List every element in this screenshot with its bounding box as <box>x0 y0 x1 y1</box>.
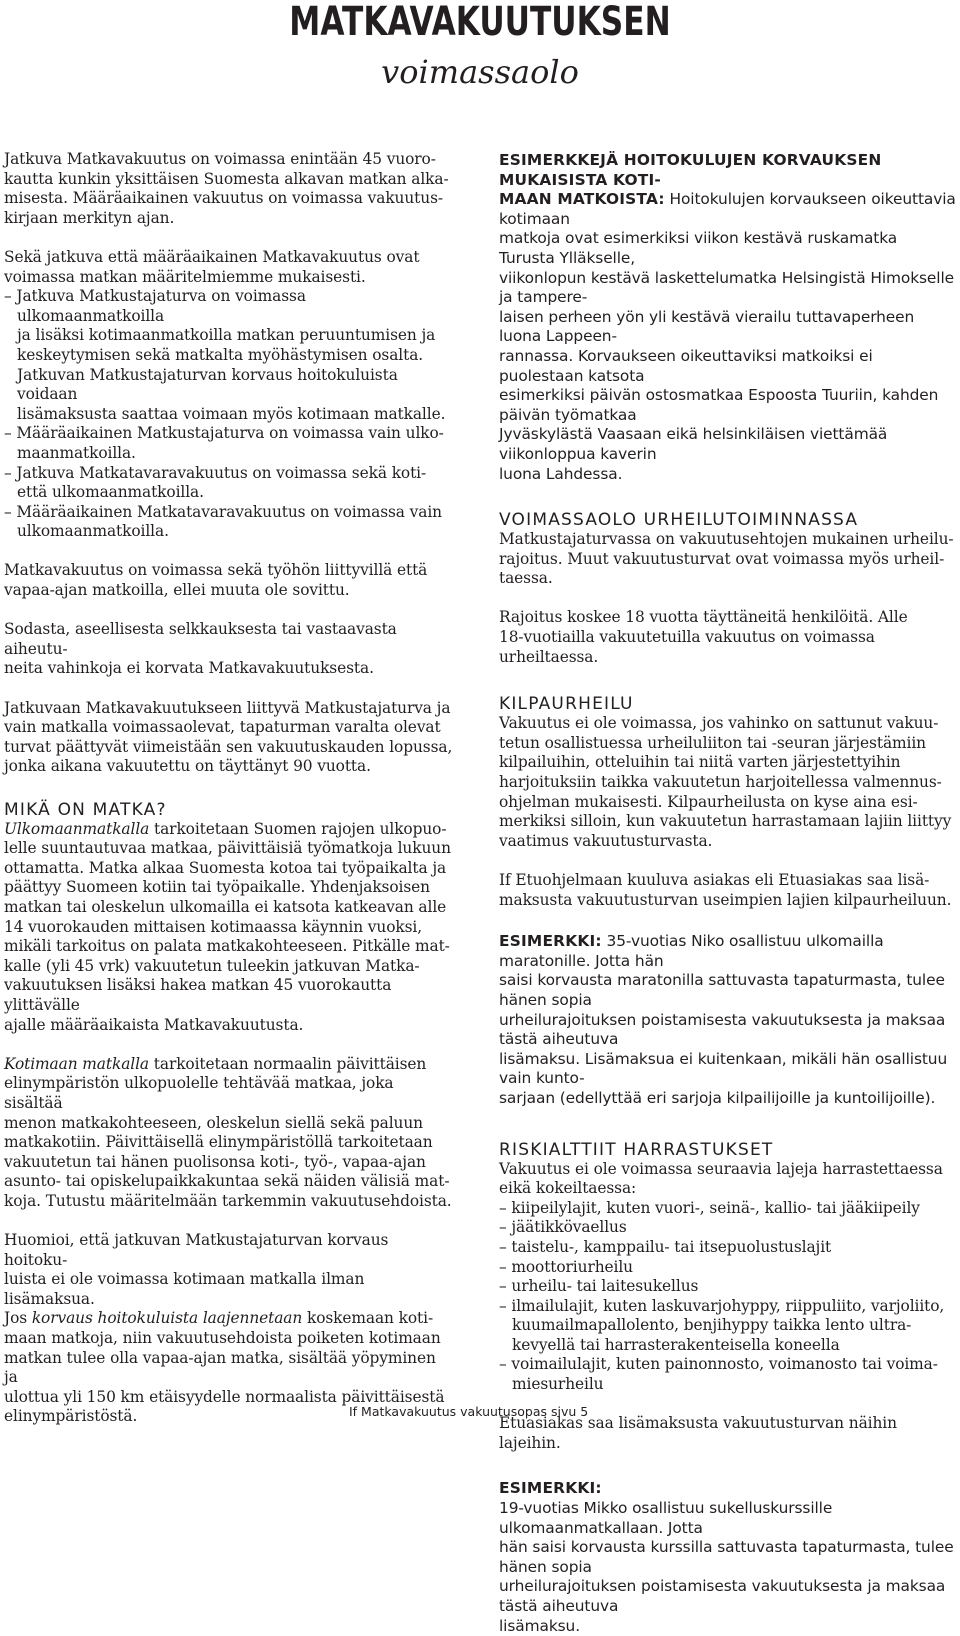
risk-list-item: – voimailulajit, kuten painonnosto, voimanosto tai voima- miesurheilu <box>499 1355 938 1394</box>
left-column <box>4 150 454 1427</box>
text: Hoitokulujen korvaukseen oikeuttavia kotimaan <box>499 190 956 228</box>
example-lead: ESIMERKKEJÄ HOITOKULUJEN KORVAUKSEN MUKAISISTA KOTI- <box>499 151 882 189</box>
paragraph <box>4 1231 454 1427</box>
paragraph: Sodasta, aseellisesta selkkauksesta tai vastaavasta aiheutu- neita vahinkoja ei korvata Matkavakuutuksesta. <box>4 620 397 678</box>
emphasis: Kotimaan matkalla <box>4 1054 149 1073</box>
text: elinympäristön ulkopuolelle tehtävää matkaa, joka sisältää menon matkakohteeseen, oleskelun siellä sekä paluun matkakotiin. Päivittäisellä elinympäristöllä tarkoitetaan vakuutetun tai hänen puolisonsa koti-, työ-, vapaa-ajan asunto- tai opiskelupaikkakuntaa sekä näiden välisiä mat- koja. Tutustu määritelmään tarkemmin vakuutusehdoista. <box>4 1074 452 1210</box>
text: maan matkoja, niin vakuutusehdoista poiketen kotimaan matkan tulee olla vapaa-ajan matka, sisältää yöpyminen ja ulottua yli 150 km etäisyydelle normaalista päivittäisestä elinympäristöstä. <box>4 1329 445 1426</box>
text: tarkoitetaan Suomen rajojen ulkopuo- <box>149 819 447 838</box>
paragraph: Matkustajaturvassa on vakuutusehtojen mukainen urheilu- rajoitus. Muut vakuutusturvat ovat voimassa myös urheil- taessa. <box>499 530 954 588</box>
example-box <box>499 1479 957 1636</box>
section-heading: MIKÄ ON MATKA? <box>4 799 167 820</box>
section-heading: VOIMASSAOLO URHEILUTOIMINNASSA <box>499 510 859 531</box>
risk-list <box>499 1199 957 1395</box>
text: Huomioi, että jatkuvan Matkustajaturvan korvaus hoitoku- luista ei ole voimassa kotimaan matkalla ilman lisämaksua. <box>4 1231 389 1308</box>
risk-list-item: – jäätikkövaellus <box>499 1218 627 1237</box>
example-lead: MAAN MATKOISTA: <box>499 190 665 209</box>
list-item: – Määräaikainen Matkustajaturva on voimassa vain ulko- maanmatkoilla. <box>4 424 444 462</box>
text: tarkoitetaan normaalin päivittäisen <box>149 1054 427 1073</box>
risk-list-item: – moottoriurheilu <box>499 1257 633 1276</box>
page-subtitle: voimassaolo <box>381 53 579 91</box>
section-heading: RISKIALTTIIT HARRASTUKSET <box>499 1139 774 1160</box>
risk-list-item: – taistelu-, kamppailu- tai itsepuolustuslajit <box>499 1237 832 1256</box>
text: 19-vuotias Mikko osallistuu sukelluskurssille ulkomaanmatkallaan. Jotta hän saisi korvausta kurssilla sattuvasta tapaturmasta, tulee hänen sopia urheilurajoituksen poistamisesta vakuutuksesta ja maksaa tästä aiheutuva lisämaksu. <box>499 1499 954 1635</box>
paragraph: Jatkuva Matkavakuutus on voimassa enintään 45 vuoro- kautta kunkin yksittäisen Suomesta alkavan matkan alka- misesta. Määräaikainen vakuutus on voimassa vakuutus- kirjaan merkityn ajan. <box>4 150 449 227</box>
text: 35-vuotias Niko osallistuu ulkomailla maratonille. Jotta hän <box>499 932 884 970</box>
emphasis: korvaus hoitokuluista laajennetaan <box>31 1309 303 1328</box>
text: koskemaan koti- <box>302 1309 434 1328</box>
paragraph: If Etuohjelmaan kuuluva asiakas eli Etuasiakas saa lisä- maksusta vakuutusturvan useimpien lajien kilpaurheiluun. <box>499 871 952 909</box>
example-lead: ESIMERKKI: <box>499 1479 602 1498</box>
paragraph: Rajoitus koskee 18 vuotta täyttäneitä henkilöitä. Alle 18-vuotiailla vakuutetuilla vakuutus on voimassa urheiltaessa. <box>499 608 908 666</box>
paragraph: Matkavakuutus on voimassa sekä työhön liittyvillä että vapaa-ajan matkoilla, ellei muuta ole sovittu. <box>4 561 428 600</box>
paragraph: Etuasiakas saa lisämaksusta vakuutusturvan näihin lajeihin. <box>499 1414 897 1452</box>
list-item: – Määräaikainen Matkatavaravakuutus on voimassa vain ulkomaanmatkoilla. <box>4 502 442 541</box>
emphasis: Ulkomaanmatkalla <box>4 819 150 838</box>
page-footer: If Matkavakuutus vakuutusopas sivu 5 <box>349 1404 589 1419</box>
paragraph <box>4 1055 454 1212</box>
paragraph <box>4 820 454 1036</box>
list-item: – Jatkuva Matkustajaturva on voimassa ulkomaanmatkoilla ja lisäksi kotimaanmatkoilla matkan peruuntumisen ja keskeytymisen sekä matkalta myöhästymisen osalta. Jatkuvan Matkustajaturvan korvaus hoitokuluista voidaan lisämaksusta saattaa voimaan myös kotimaan matkalle. <box>4 287 446 423</box>
risk-list-item: – urheilu- tai laitesukellus <box>499 1277 699 1296</box>
example-box <box>499 932 957 1108</box>
section-heading: KILPAURHEILU <box>499 694 634 715</box>
page-title: MATKAVAKUUTUKSEN <box>289 0 671 45</box>
text: saisi korvausta maratonilla sattuvasta tapaturmasta, tulee hänen sopia urheilurajoituksen poistamisesta vakuutuksesta ja maksaa tästä aiheutuva lisämaksu. Lisämaksua ei kuitenkaan, mikäli hän osallistuu vain kunto- sarjaan (edellyttää eri sarjoja kilpailijoille ja kuntoilijoille). <box>499 971 948 1107</box>
paragraph: Sekä jatkuva että määräaikainen Matkavakuutus ovat voimassa matkan määritelmiemme mukaisesti. <box>4 247 420 286</box>
list-item: – Jatkuva Matkatavaravakuutus on voimassa sekä koti- että ulkomaanmatkoilla. <box>4 463 427 502</box>
paragraph: Vakuutus ei ole voimassa, jos vahinko on sattunut vakuu- tetun osallistuessa urheiluliiton tai -seuran järjestämiin kilpailuihin, otteluihin tai niitä varten järjestettyihin harjoituksiin taikka vakuutetun harjoitellessa valmennus- ohjelman mukaisesti. Kilpaurheilusta on kyse aina esi- merkiksi silloin, kun vakuutetun harrastamaan lajiin liittyy vaatimus vakuutusturvasta. <box>499 714 952 850</box>
risk-list-item: – kiipeilylajit, kuten vuori-, seinä-, kallio- tai jääkiipeily <box>499 1198 920 1217</box>
text: Jos <box>4 1309 32 1328</box>
risk-list-item: – ilmailulajit, kuten laskuvarjohyppy, riippuliito, varjoliito, kuumailmapallolento, benjihyppy taikka lento ultra- kevyellä tai harrasterakenteisella koneella <box>499 1296 945 1354</box>
example-lead: ESIMERKKI: <box>499 932 602 951</box>
text: matkoja ovat esimerkiksi viikon kestävä ruskamatka Turusta Ylläkselle, viikonlopun kestävä laskettelumatka Helsingistä Himokselle ja tampere- laisen perheen yön yli kestävä vierailu tuttavaperheen luona Lappeen- rannassa. Korvaukseen oikeuttaviksi matkoiksi ei puolestaan katsota esimerkiksi päivän ostosmatkaa Espoosta Tuuriin, kahden päivän työmatkaa Jyväskylästä Vaasaan eikä helsinkiläisen viettämää viikonloppua kaverin luona Lahdessa. <box>499 229 955 483</box>
text: lelle suuntautuvaa matkaa, päivittäisiä työmatkoja lukuun ottamatta. Matka alkaa Suomesta kotoa tai työpaikalta ja päättyy Suomeen kotiin tai työpaikalle. Yhdenjaksoisen matkan tai oleskelun ulkomailla ei katsota katkeavan alle 14 vuorokauden mittaisen kotimaassa käynnin vuoksi, mikäli tarkoitus on palata matkakohteeseen. Pitkälle mat- kalle (yli 45 vrk) vakuutetun tuleekin jatkuvan Matka- vakuutuksen lisäksi hakea matkan 45 vuorokautta ylittävälle ajalle määräaikaista Matkavakuutusta. <box>4 839 451 1034</box>
paragraph: Vakuutus ei ole voimassa seuraavia lajeja harrastettaessa eikä kokeiltaessa: <box>499 1159 943 1198</box>
example-box <box>499 151 957 484</box>
paragraph: Jatkuvaan Matkavakuutukseen liittyvä Matkustajaturva ja vain matkalla voimassaolevat, tapaturman varalta olevat turvat päättyvät viimeistään sen vakuutuskauden lopussa, jonka aikana vakuutettu on täyttänyt 90 vuotta. <box>4 698 453 776</box>
